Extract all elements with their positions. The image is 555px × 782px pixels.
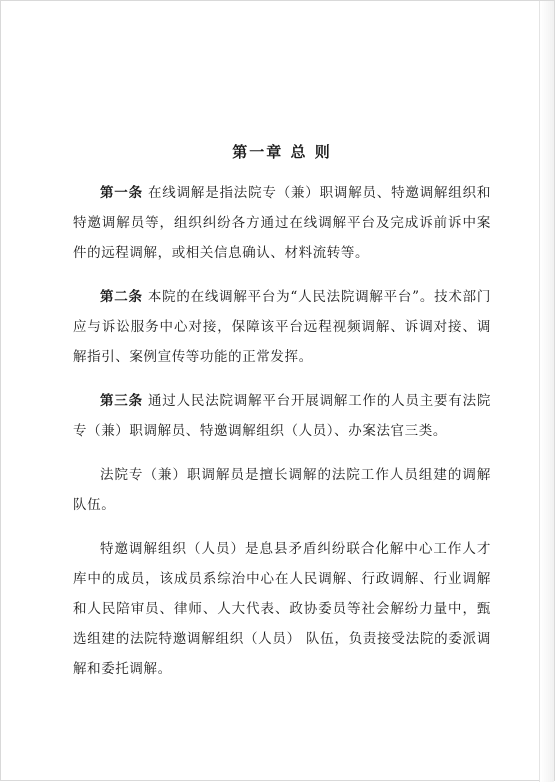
article-1-text: 在线调解是指法院专（兼）职调解员、特邀调解组织和特邀调解员等，组织纠纷各方通过在线调解平台及完成诉前诉中案件的远程调解，或相关信息确认、材料流转等。 xyxy=(73,185,491,261)
article-2-number: 第二条 xyxy=(100,289,143,305)
article-1-number: 第一条 xyxy=(100,185,143,201)
document-body xyxy=(73,141,491,698)
article-2-text: 本院的在线调解平台为“人民法院调解平台”。技术部门应与诉讼服务中心对接，保障该平台远程视频调解、诉调对接、调解指引、案例宣传等功能的正常发挥。 xyxy=(73,289,491,365)
paragraph-invited-mediators: 特邀调解组织（人员）是息县矛盾纠纷联合化解中心工作人才库中的成员，该成员系综治中心在人民调解、行政调解、行业调解和人民陪审员、律师、人大代表、政协委员等社会解纷力量中，甄选组建的法院特邀调解组织（人员） 队伍，负责接受法院的委派调解和委托调解。 xyxy=(73,541,491,677)
article-3-number: 第三条 xyxy=(100,393,143,409)
article-3 xyxy=(73,386,491,446)
paragraph-full-time-mediators: 法院专（兼）职调解员是擅长调解的法院工作人员组建的调解队伍。 xyxy=(73,467,491,513)
article-1 xyxy=(73,178,491,268)
article-2 xyxy=(73,282,491,372)
page-edge xyxy=(539,1,554,782)
chapter-title: 第一章 总 则 xyxy=(232,143,332,161)
article-3-text: 通过人民法院调解平台开展调解工作的人员主要有法院专（兼）职调解员、特邀调解组织（人员）、办案法官三类。 xyxy=(73,393,491,439)
